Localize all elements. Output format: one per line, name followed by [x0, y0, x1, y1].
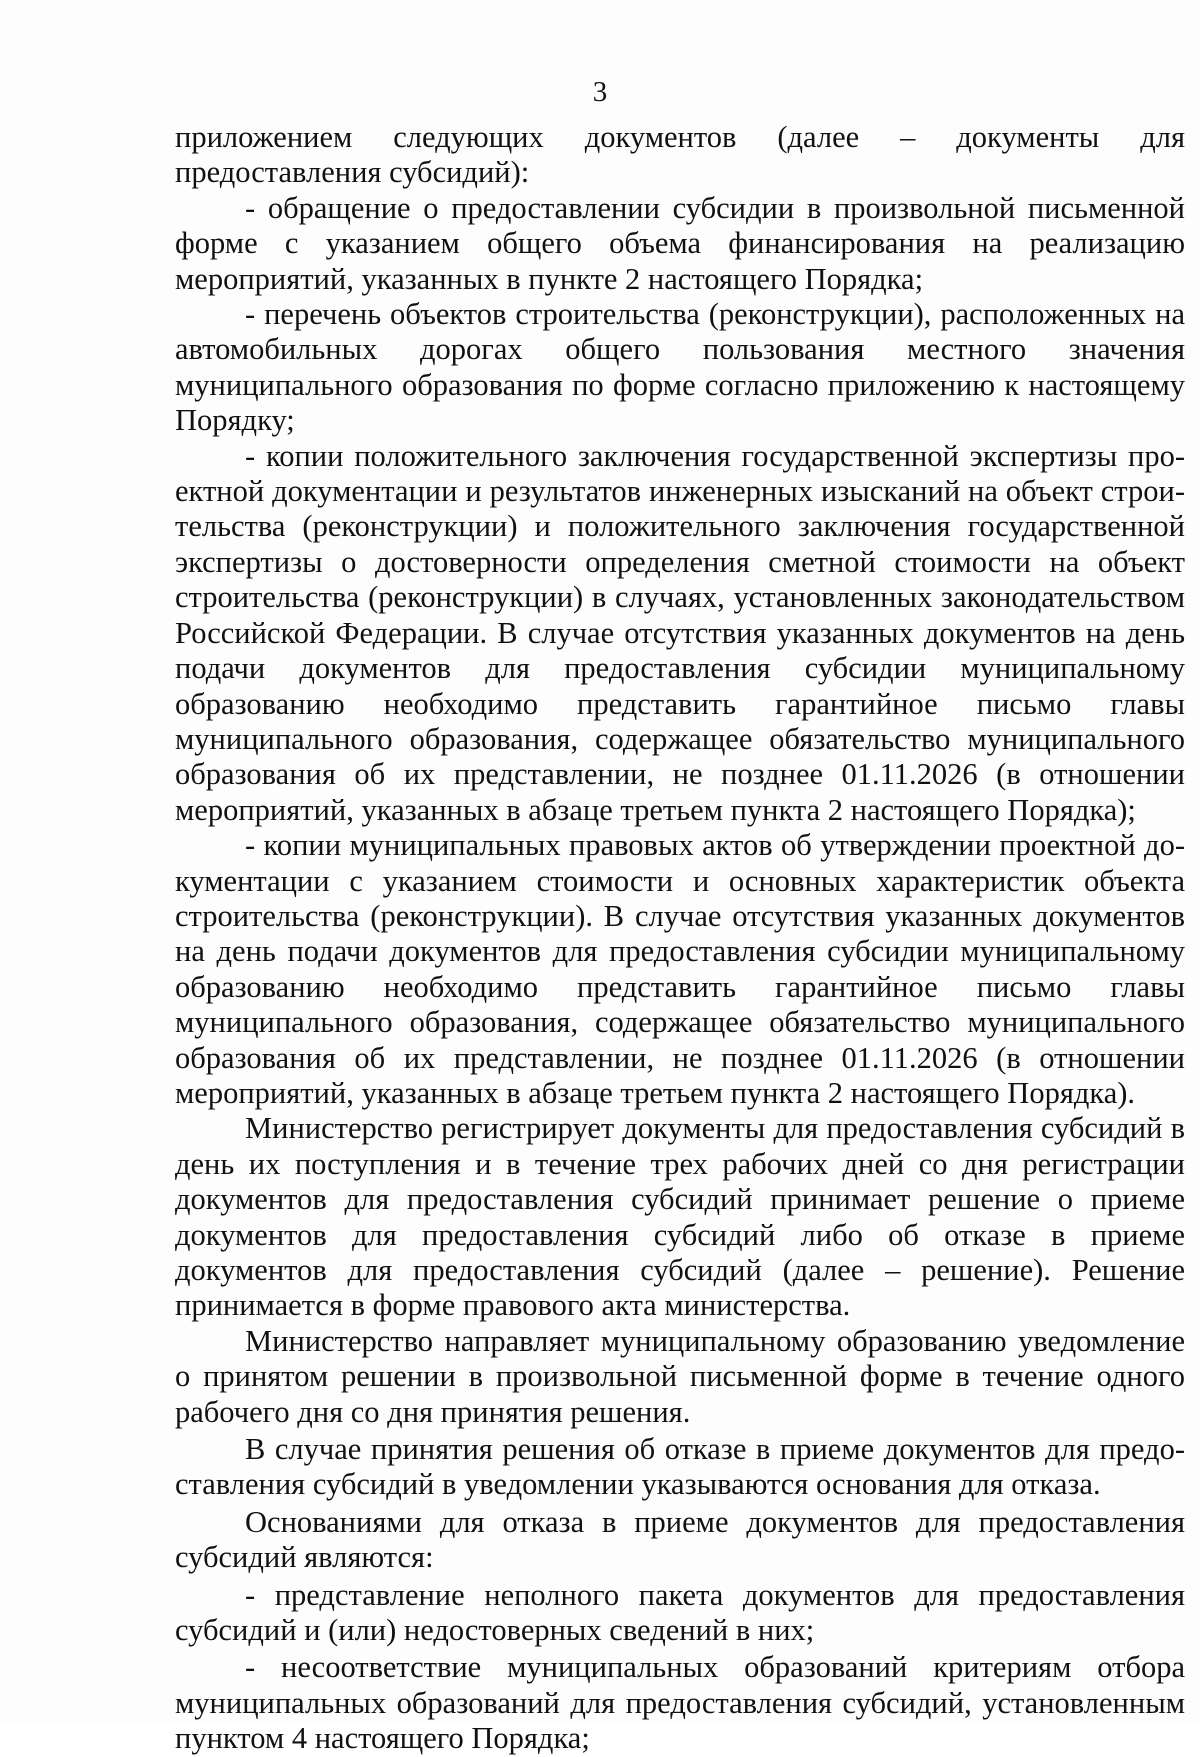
paragraph-1: приложением следующих документов (далее – документы для предоставления субсидий):	[175, 120, 1185, 190]
paragraph-3: - перечень объектов строительства (реконструкции), расположенных на автомобильных дорогах общего пользования местного значения муниципального образования по форме согласно приложению к настоящему Порядку;	[175, 297, 1185, 438]
document-body	[175, 120, 1185, 1757]
paragraph-7: Министерство направляет муниципальному образованию уведомление о принятом решении в произвольной письменной форме в течение одного рабочего дня со дня принятия решения.	[175, 1323, 1185, 1429]
paragraph-2: - обращение о предоставлении субсидии в произвольной письменной форме с указанием общего объема финансирования на реализацию мероприятий, указанных в пункте 2 настоящего Порядка;	[175, 190, 1185, 296]
paragraph-5: - копии муниципальных правовых актов об утверждении проектной документации с указанием стоимости и основных характеристик объекта строительства (реконструкции). В случае отсутствия указанных документов на день подачи документов для предоставления субсидии муниципальному образованию необходимо представить гарантийное письмо главы муниципального образования, содержащее обязательство муниципального образования об их представлении, не позднее 01.11.2026 (в отношении мероприятий, указанных в абзаце третьем пункта 2 настоящего Порядка).	[175, 828, 1185, 1110]
paragraph-6: Министерство регистрирует документы для предоставления субсидий в день их поступления и в течение трех рабочих дней со дня регистрации документов для предоставления субсидий принимает решение о приеме документов для предоставления субсидий либо об отказе в приеме документов для предоставления субсидий (далее – решение). Решение принимается в форме правового акта министерства.	[175, 1111, 1185, 1323]
paragraph-11: - несоответствие муниципальных образований критериям отбора муниципальных образований для предоставления субсидий, установленным пунктом 4 настоящего Порядка;	[175, 1650, 1185, 1756]
paragraph-4: - копии положительного заключения государственной экспертизы проектной документации и результатов инженерных изысканий на объект строительства (реконструкции) и положительного заключения государственной экспертизы о достоверности определения сметной стоимости на объект строительства (реконструкции) в случаях, установленных законодательством Российской Федерации. В случае отсутствия указанных документов на день подачи документов для предоставления субсидии муниципальному образованию необходимо представить гарантийное письмо главы муниципального образования, содержащее обязательство муниципального образования об их представлении, не позднее 01.11.2026 (в отношении мероприятий, указанных в абзаце третьем пункта 2 настоящего Порядка);	[175, 438, 1185, 827]
paragraph-9: Основаниями для отказа в приеме документов для предоставления субсидий являются:	[175, 1504, 1185, 1575]
page-number: 3	[592, 76, 608, 108]
paragraph-8: В случае принятия решения об отказе в приеме документов для предоставления субсидий в уведомлении указываются основания для отказа.	[175, 1432, 1185, 1502]
paragraph-10: - представление неполного пакета документов для предоставления субсидий и (или) недостоверных сведений в них;	[175, 1577, 1185, 1648]
